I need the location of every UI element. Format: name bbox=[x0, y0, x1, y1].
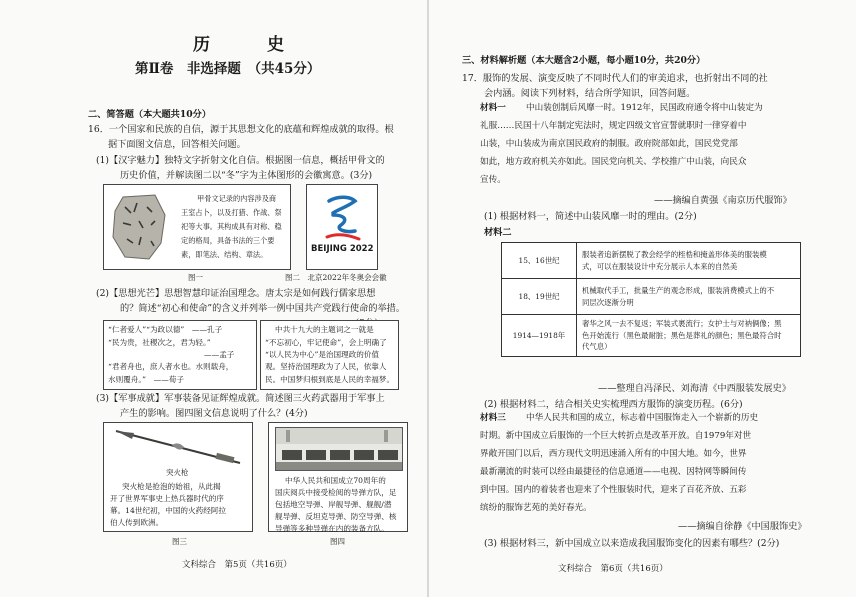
m3-line-1: 中华人民共和国的成立，标志着中国服饰走入一个崭新的历史 bbox=[526, 413, 759, 423]
m1-line-3: 山装，中山装成为南京国民政府的制服。政府院部如此，国民党党部 bbox=[480, 139, 738, 149]
q17-1: (1) 根据材料一，简述中山装风靡一时的理由。(2分) bbox=[484, 211, 697, 222]
right-footer: 文科综合 第6页（共16页） bbox=[558, 564, 668, 574]
figure-2 bbox=[306, 184, 378, 270]
fig3-caption: 图三 bbox=[172, 537, 187, 546]
fig3-label: 突火枪 bbox=[166, 468, 189, 477]
page-title: 历 史 bbox=[193, 35, 304, 55]
m1-line-2: 礼服……民国十八年制定宪法时，规定四级文官宣誓就职时一律穿着中 bbox=[480, 121, 747, 131]
right-page bbox=[428, 0, 856, 597]
fig3-text-4: 伯人传到欧洲。 bbox=[110, 518, 164, 527]
section-heading: 二、简答题（本大题共10分） bbox=[88, 109, 212, 120]
party-text-5: 民。中国梦归根到底是人民的幸福梦。 bbox=[265, 375, 395, 384]
fig4-text-5: 导弹等多种导弹在内的装备方队。 bbox=[275, 524, 389, 533]
m1-line-1: 中山装创制后风靡一时。1912年，民国政府通令将中山装定为 bbox=[526, 103, 763, 113]
fig4-text-4: 舰导弹、反坦克导弹、防空导弹、核 bbox=[275, 512, 397, 521]
fig4-caption: 图四 bbox=[330, 537, 345, 546]
q2-line-1: (2)【思想光芒】思想智慧印证治国理念。唐太宗是如何践行儒家思想 bbox=[96, 288, 376, 299]
q17-line-2: 会内涵。阅读下列材料，结合所学知识，回答问题。 bbox=[484, 88, 696, 99]
party-text-4: 观。坚持治国理政为了人民，依靠人 bbox=[265, 362, 387, 371]
q17-line-1: 17．服饰的发展、演变反映了不同时代人们的审美追求，也折射出不同的社 bbox=[462, 73, 768, 84]
winter-emblem-icon bbox=[321, 193, 363, 241]
period-cell: 18、19世纪 bbox=[502, 279, 577, 315]
material-2-label: 材料二 bbox=[484, 227, 512, 238]
figure-4 bbox=[268, 422, 408, 532]
era-table bbox=[501, 242, 801, 357]
fig1-text-1: 甲骨文记录的内容涉及商 bbox=[197, 194, 277, 203]
fig1-text-2: 王室占卜，以及打猎、作战、祭 bbox=[181, 208, 282, 217]
fig1-caption: 图一 bbox=[188, 273, 203, 282]
m3-source: ——摘编自徐静《中国服饰史》 bbox=[678, 521, 807, 532]
figure-3 bbox=[103, 422, 253, 532]
party-text-3: “以人民为中心”是治国理政的价值 bbox=[265, 350, 380, 359]
fig1-text-3: 祀等大事。其构成具有对称、稳 bbox=[181, 222, 282, 231]
m1-line-4: 如此，地方政府机关亦如此。国民党向机关、学校推广中山装，向民众 bbox=[480, 157, 747, 167]
fig4-text-2: 国庆阅兵中接受检阅的导弹方队，足 bbox=[275, 488, 397, 497]
fig3-text-2: 开了世界军事史上热兵器时代的序 bbox=[110, 494, 224, 503]
left-footer: 文科综合 第5页（共16页） bbox=[182, 560, 292, 570]
q17-2: (2) 根据材料二，结合相关史实梳理西方服饰的演变历程。(6分) bbox=[484, 399, 743, 410]
quote-3: ——孟子 bbox=[204, 350, 235, 359]
m3-line-2: 时期。新中国成立后服饰的一个巨大转折点是改革开放。自1979年对世 bbox=[480, 431, 752, 441]
fig3-text-1: 突火枪是抢泡的始祖，从此揭 bbox=[122, 482, 221, 491]
party-text-1: 中共十九大的主题词之一就是 bbox=[275, 325, 374, 334]
fig2-logo-text: BEIJING 2022 bbox=[311, 244, 374, 254]
party-box bbox=[260, 320, 399, 390]
m1-line-5: 宣传。 bbox=[480, 175, 506, 185]
desc-cell: 机械取代手工，批量生产的观念形成，服装消费模式上的不 同层次逐渐分明 bbox=[577, 279, 801, 315]
q3-line-1: (3)【军事成就】军事装备见证辉煌成就。简述图三火药武器用于军事上 bbox=[96, 393, 385, 404]
oracle-bone-icon bbox=[109, 193, 169, 261]
fig1-text-4: 定的格局，具备书法的三个要 bbox=[181, 236, 275, 245]
parade-photo bbox=[275, 427, 403, 471]
fire-lance-icon bbox=[112, 427, 244, 467]
quotes-box bbox=[103, 320, 257, 390]
missile-parade-icon bbox=[276, 428, 402, 470]
quote-4: “君者舟也，庶人者水也。水则载舟， bbox=[108, 362, 234, 371]
m3-line-4: 最新潮流的时装可以经由最捷径的信息通道——电视、因特网等瞬间传 bbox=[480, 467, 747, 477]
table-row bbox=[502, 243, 801, 279]
m1-source: ——摘编自黄强《南京历代服饰》 bbox=[654, 195, 792, 206]
quote-2: “民为贵，社稷次之，君为轻。” bbox=[108, 338, 211, 347]
section-heading-3: 三、材料解析题（本大题含2小题，每小题10分，共20分） bbox=[462, 55, 706, 66]
period-cell: 1914—1918年 bbox=[502, 315, 577, 357]
q16-line-2: 据下面图文信息，回答相关问题。 bbox=[108, 139, 246, 150]
q1-line-2: 历史价值，并解读图二以“冬”字为主体图形的会徽寓意。(3分) bbox=[120, 170, 373, 181]
quote-1: “仁者爱人”“为政以德” ——孔子 bbox=[108, 325, 223, 334]
party-text-2: “不忘初心，牢记使命”，会上明确了 bbox=[265, 338, 387, 347]
fig1-text-5: 素，即笔法、结构、章法。 bbox=[181, 250, 268, 259]
m3-line-5: 到中国。国内的着装者也迎来了个性服装时代，迎来了百花齐放、五彩 bbox=[480, 485, 747, 495]
period-cell: 15、16世纪 bbox=[502, 243, 577, 279]
m2-source: ——整理自冯泽民、刘海清《中西服装发展史》 bbox=[598, 383, 791, 394]
fig4-text-3: 包括地空导弹、岸舰导弹、舰舰/潜 bbox=[275, 500, 392, 509]
q1-line-1: (1)【汉字魅力】独特文字折射文化自信。根据图一信息，概括甲骨文的 bbox=[96, 155, 385, 166]
material-1-label: 材料一 bbox=[480, 103, 506, 113]
m3-line-3: 界敞开国门以后，西方现代文明迅速涌入所有的中国大地。如今，世界 bbox=[480, 449, 747, 459]
m3-line-6: 缤纷的服饰艺苑的美好春光。 bbox=[480, 503, 592, 513]
q17-3: (3) 根据材料三，新中国成立以来造成我国服饰变化的因素有哪些？(2分) bbox=[484, 538, 780, 549]
q2-line-2: 的？简述“初心和使命”的含义并列举一例中国共产党践行使命的举措。 bbox=[120, 303, 406, 314]
q3-line-2: 产生的影响。图四图文信息说明了什么？(4分) bbox=[120, 408, 308, 419]
material-3-label: 材料三 bbox=[480, 413, 506, 423]
quote-5: 水则覆舟。” ——荀子 bbox=[108, 375, 185, 384]
table-row bbox=[502, 315, 801, 357]
fig3-text-3: 幕。14世纪初，中国的火药经阿拉 bbox=[110, 506, 226, 515]
desc-cell: 服装者追新摆脱了教会经学的桎梏和掩盖形体美的服装模 式，可以在服装设计中充分展示人本来的自然美 bbox=[577, 243, 801, 279]
figure-1 bbox=[103, 184, 291, 270]
page-subtitle: 第Ⅱ卷 非选择题 （共45分） bbox=[135, 61, 321, 77]
desc-cell: 奢华之风一去不复返；军装式裹流行；女护士与对衲俩像；黑 色开始流行（黑色最耐脏；黑色是葬礼的颜色；黑色最符合时 代气息） bbox=[577, 315, 801, 357]
table-row bbox=[502, 279, 801, 315]
fig2-caption: 图二 北京2022年冬奥会会徽 bbox=[285, 273, 387, 282]
fig4-text-1: 中华人民共和国成立70周年的 bbox=[285, 476, 386, 485]
q16-line-1: 16．一个国家和民族的自信，源于其思想文化的底蕴和辉煌成就的取得。根 bbox=[88, 124, 394, 135]
